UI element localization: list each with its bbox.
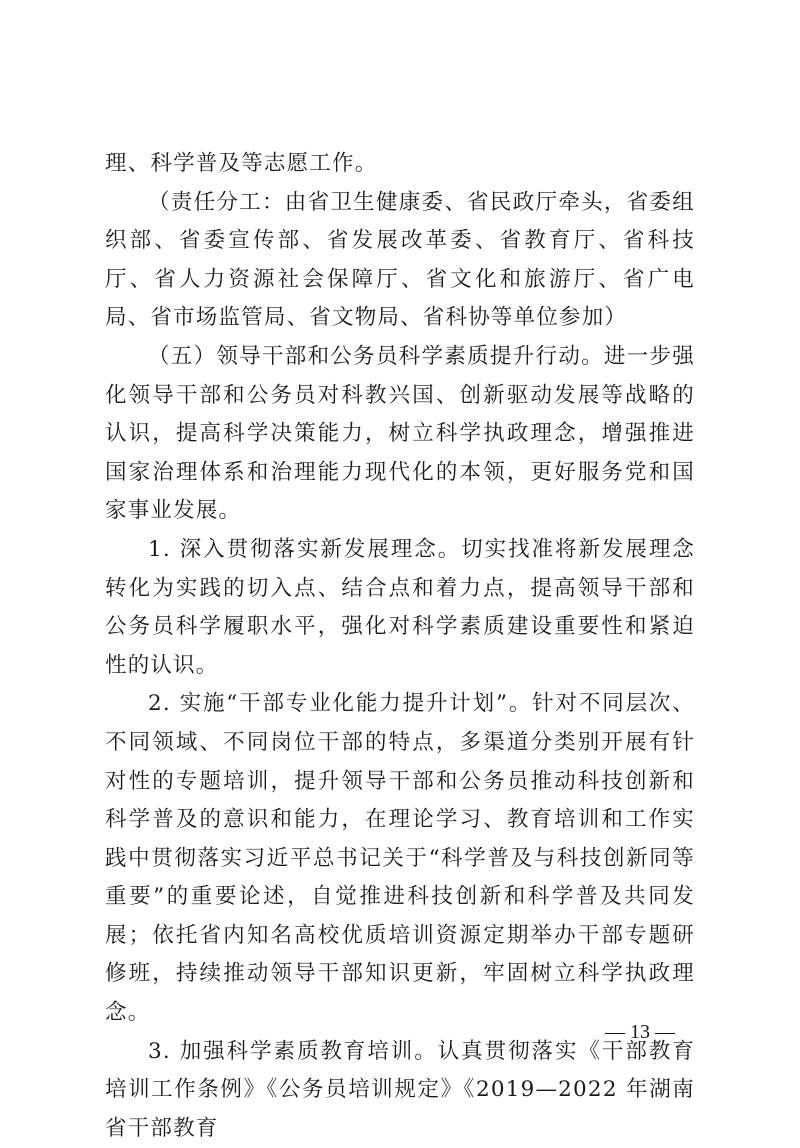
paragraph-responsibility: （责任分工：由省卫生健康委、省民政厅牵头，省委组织部、省委宣传部、省发展改革委、省教育厅、省科技厅、省人力资源社会保障厅、省文化和旅游厅、省广电局、省市场监管局、省文物局、省科协等单位参加） xyxy=(105,189,695,331)
paragraph-section-five: （五）领导干部和公务员科学素质提升行动。进一步强化领导干部和公务员对科教兴国、创新驱动发展等战略的认识，提高科学决策能力，树立科学执政理念，增强推进国家治理体系和治理能力现代化的本领，更好服务党和国家事业发展。 xyxy=(105,343,695,524)
paragraph-item-2: 2. 实施“干部专业化能力提升计划”。针对不同层次、不同领域、不同岗位干部的特点，多渠道分类别开展有针对性的专题培训，提升领导干部和公务员推动科技创新和科学普及的意识和能力，在理论学习、教育培训和工作实践中贯彻落实习近平总书记关于“科学普及与科技创新同等重要”的重要论述，自觉推进科技创新和科学普及共同发展；依托省内知名高校优质培训资源定期举办干部专题研修班，持续推动领导干部知识更新，牢固树立科学执政理念。 xyxy=(105,691,695,1026)
paragraph-continuation: 理、科学普及等志愿工作。 xyxy=(105,151,378,176)
page-number: — 13 — xyxy=(605,1021,675,1043)
paragraph-item-1: 1. 深入贯彻落实新发展理念。切实找准将新发展理念转化为实践的切入点、结合点和着力点，提高领导干部和公务员科学履职水平，强化对科学素质建设重要性和紧迫性的认识。 xyxy=(105,536,695,678)
paragraph-item-3: 3. 加强科学素质教育培训。认真贯彻落实《干部教育培训工作条例》《公务员培训规定》《2019—2022 年湖南省干部教育 xyxy=(105,1038,695,1141)
body-text xyxy=(105,145,695,1148)
